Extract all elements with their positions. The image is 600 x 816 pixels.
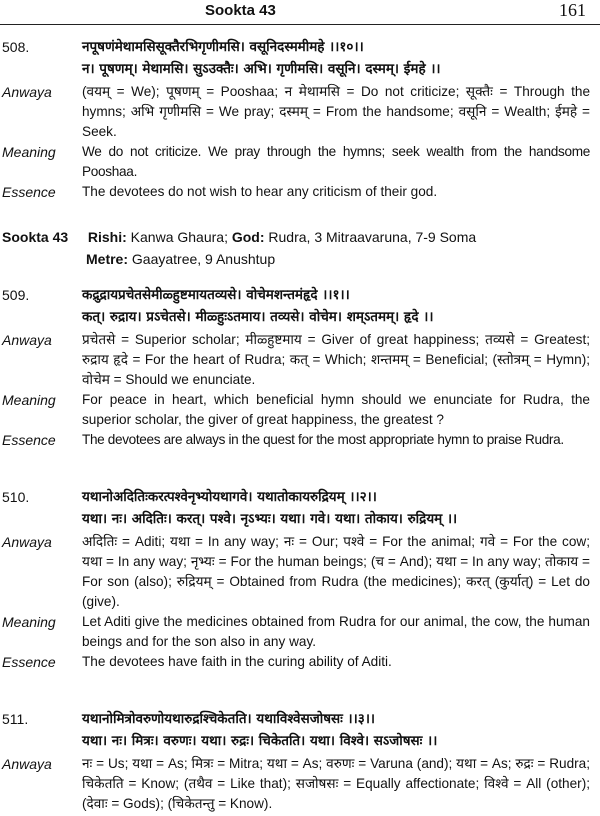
page-header	[0, 0, 600, 26]
essence-text: The devotees do not wish to hear any criticism of their god.	[82, 184, 438, 199]
verse-509	[0, 284, 600, 450]
anwaya-text: अदितिः = Aditi; यथा = In any way; नः = Our; पश्वे = For the animal; गवे = For the cow; यथा = In any way; नृभ्यः = For the human beings; (च = And); यथा = In any way; तोकाय = For son (also); रुद्रियम् = Obtained from Rudra (the medicines); करत् (कुर्यात्) = Let do (give).	[82, 534, 590, 609]
padapatha-line: यथा। नः। मित्रः। वरुणः। यथा। रुद्रः। चिकेतति। यथा। विश्वे। सऽजोषसः ।।	[82, 733, 438, 749]
anwaya-text: नः = Us; यथा = As; मित्रः = Mitra; यथा = As; वरुणः = Varuna (and); यथा = As; रुद्रः = Rudra; चिकेतति = Know; (तथैव = Like that); सजोषसः = Equally affectionate; विश्वे = All (other); (देवाः = Gods); (चिकेतन्तु = Know).	[82, 756, 590, 811]
metre-value: Gaayatree, 9 Anushtup	[131, 251, 276, 267]
verse-511	[0, 708, 600, 814]
sookta-heading: Sookta 43	[2, 229, 69, 245]
running-title: Sookta 43	[205, 2, 276, 19]
meaning-label: Meaning	[2, 614, 56, 630]
header-rule	[0, 24, 600, 25]
anwaya-label: Anwaya	[2, 534, 52, 550]
verse-510	[0, 486, 600, 672]
god-value: Rudra, 3 Mitraavaruna, 7-9 Soma	[268, 229, 477, 245]
verse-number: 510.	[2, 489, 30, 505]
verse-number: 508.	[2, 39, 30, 55]
anwaya-label: Anwaya	[2, 332, 52, 348]
meaning-text: For peace in heart, which beneficial hymn should we enunciate for Rudra, the superior scholar, the giver of great happiness, the greatest ?	[82, 392, 590, 427]
essence-label: Essence	[2, 184, 56, 200]
verse-number: 511.	[2, 711, 29, 727]
padapatha-line: कत्। रुद्राय। प्रऽचेतसे। मीळ्हुःऽतमाय। तव्यसे। वोचेम। शम्ऽतमम्। हृदे ।।	[82, 309, 434, 325]
essence-text: The devotees are always in the quest for the most appropriate hymn to praise Rudra.	[82, 432, 564, 447]
mantra-line: यथानोमित्रोवरुणोयथारुद्रश्चिकेतति। यथाविश्वेसजोषसः ।।३।।	[82, 711, 376, 727]
padapatha-line: न। पूषणम्। मेथामसि। सुऽउक्तैः। अभि। गृणीमसि। वसूनि। दस्मम्। ईमहे ।।	[82, 61, 441, 77]
sookta-info	[2, 226, 592, 270]
meaning-label: Meaning	[2, 144, 56, 160]
anwaya-text: प्रचेतसे = Superior scholar; मीळ्हुष्टमाय = Giver of great happiness; तव्यसे = Greatest; रुद्राय हृदे = For the heart of Rudra; कत् = Which; शन्तमम् = Beneficial; (स्तोत्रम् = Hymn); वोचेम = Should we enunciate.	[82, 332, 590, 387]
meaning-text: We do not criticize. We pray through the hymns; seek wealth from the handsome Pooshaa.	[82, 144, 590, 179]
anwaya-text: (वयम् = We); पूषणम् = Pooshaa; न मेथामसि = Do not criticize; सूक्तैः = Through the hymns; अभि गृणीमसि = We pray; दस्मम् = From the handsome; वसूनि = Wealth; ईमहे = Seek.	[82, 84, 590, 139]
essence-text: The devotees have faith in the curing ability of Aditi.	[82, 654, 392, 669]
verse-number: 509.	[2, 287, 30, 303]
verse-508	[0, 36, 600, 202]
rishi-label: Rishi:	[87, 229, 127, 245]
god-label: God:	[231, 229, 265, 245]
mantra-line: कद्रुद्रायप्रचेतसेमीळ्हुष्टमायतव्यसे। वोचेमशन्तमंहृदे ।।१।।	[82, 287, 350, 303]
essence-label: Essence	[2, 654, 56, 670]
meaning-label: Meaning	[2, 392, 56, 408]
mantra-line: यथानोअदितिःकरत्पश्वेनृभ्योयथागवे। यथातोकायरुद्रियम् ।।२।।	[82, 489, 377, 505]
metre-label: Metre:	[86, 251, 129, 267]
essence-label: Essence	[2, 432, 56, 448]
padapatha-line: यथा। नः। अदितिः। करत्। पश्वे। नृऽभ्यः। यथा। गवे। यथा। तोकाय। रुद्रियम् ।।	[82, 511, 458, 527]
rishi-value: Kanwa Ghaura;	[130, 229, 228, 245]
anwaya-label: Anwaya	[2, 84, 52, 100]
anwaya-label: Anwaya	[2, 756, 52, 772]
mantra-line: नपूषणंमेथामसिसूक्तैरभिगृणीमसि। वसूनिदस्ममीमहे ।।१०।।	[82, 39, 364, 55]
page-number: 161	[559, 0, 586, 20]
meaning-text: Let Aditi give the medicines obtained from Rudra for our animal, the cow, the human beings and for the son also in any way.	[82, 614, 590, 649]
